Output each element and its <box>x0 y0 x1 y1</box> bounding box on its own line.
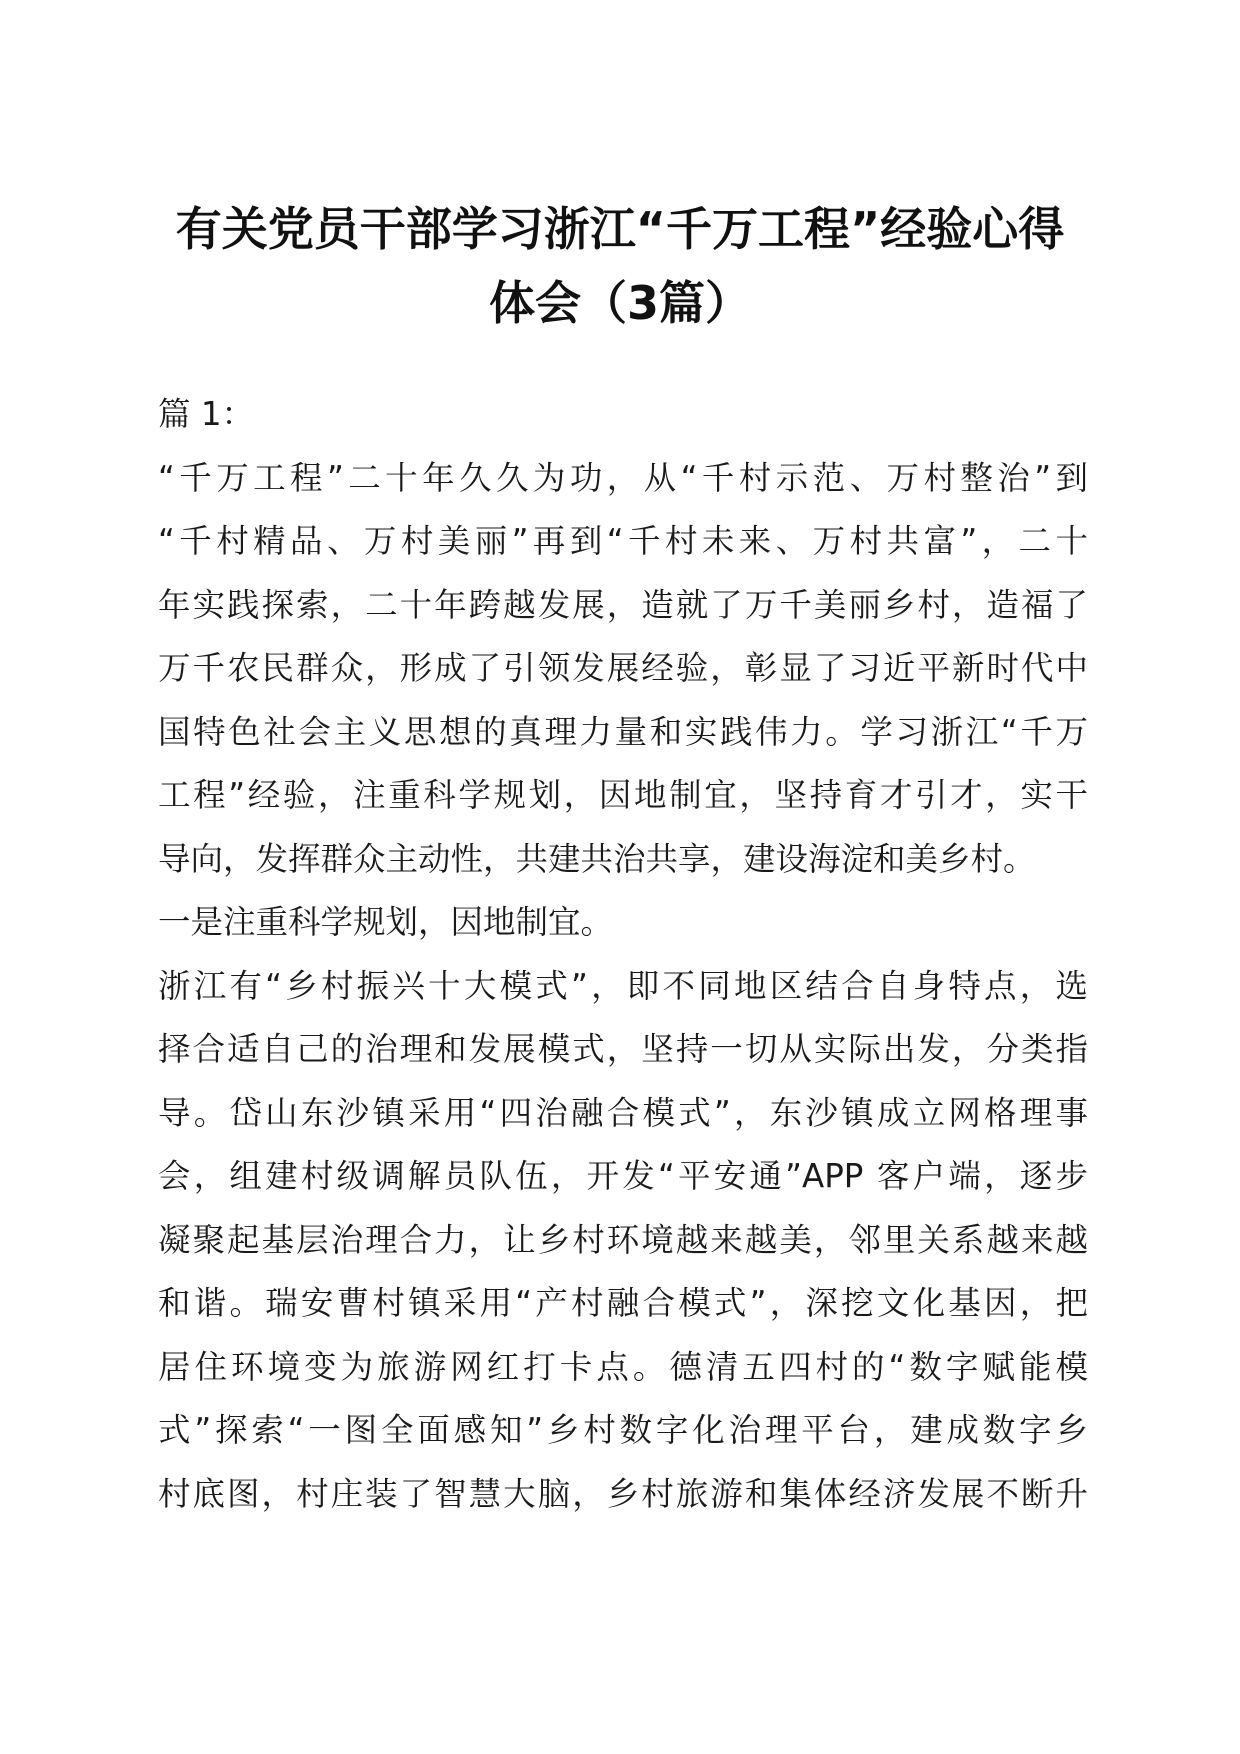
paragraph-heading-one <box>158 891 1088 955</box>
paragraph-intro <box>158 447 1088 892</box>
paragraph-line: 择合适自己的治理和发展模式，坚持一切从实际出发，分类指 <box>158 1030 1088 1068</box>
paragraph-line: 国特色社会主义思想的真理力量和实践伟力。学习浙江“千万 <box>158 712 1088 751</box>
title-line-1: 有关党员干部学习浙江“千万工程”经验心得 <box>175 202 1065 256</box>
document-body <box>158 383 1088 1526</box>
paragraph-line: 工程”经验，注重科学规划，因地制宜，坚持育才引才，实干 <box>158 776 1088 814</box>
paragraph-zhejiang-modes <box>158 955 1088 1527</box>
paragraph-line: 村底图，村庄装了智慧大脑，乡村旅游和集体经济发展不断升 <box>158 1474 1088 1513</box>
paragraph-line: “千村精品、万村美丽”再到“千村未来、万村共富”，二十 <box>158 522 1088 560</box>
section-label: 篇 1： <box>158 395 255 433</box>
paragraph-line: 和谐。瑞安曹村镇采用“产村融合模式”，深挖文化基因，把 <box>158 1284 1088 1322</box>
paragraph-line: 会，组建村级调解员队伍，开发“平安通”APP 客户端，逐步 <box>158 1157 1088 1195</box>
paragraph-line: 一是注重科学规划，因地制宜。 <box>158 903 614 941</box>
paragraph-line: 式”探索“一图全面感知”乡村数字化治理平台，建成数字乡 <box>158 1411 1088 1449</box>
document-title <box>130 192 1110 340</box>
paragraph-line: 导。岱山东沙镇采用“四治融合模式”，东沙镇成立网格理事 <box>158 1093 1088 1132</box>
paragraph-line: 导向，发挥群众主动性，共建共治共享，建设海淀和美乡村。 <box>158 839 1036 878</box>
paragraph-line: 浙江有“乡村振兴十大模式”，即不同地区结合自身特点，选 <box>158 966 1088 1005</box>
title-line-2: 体会（3篇） <box>488 276 751 330</box>
paragraph-line: 年实践探索，二十年跨越发展，造就了万千美丽乡村，造福了 <box>158 585 1088 624</box>
paragraph-line: 万千农民群众，形成了引领发展经验，彰显了习近平新时代中 <box>158 649 1088 687</box>
paragraph-line: 居住环境变为旅游网红打卡点。德清五四村的“数字赋能模 <box>158 1347 1088 1386</box>
paragraph-line: “千万工程”二十年久久为功，从“千村示范、万村整治”到 <box>158 458 1088 497</box>
paragraph-line: 凝聚起基层治理合力，让乡村环境越来越美，邻里关系越来越 <box>158 1220 1088 1259</box>
